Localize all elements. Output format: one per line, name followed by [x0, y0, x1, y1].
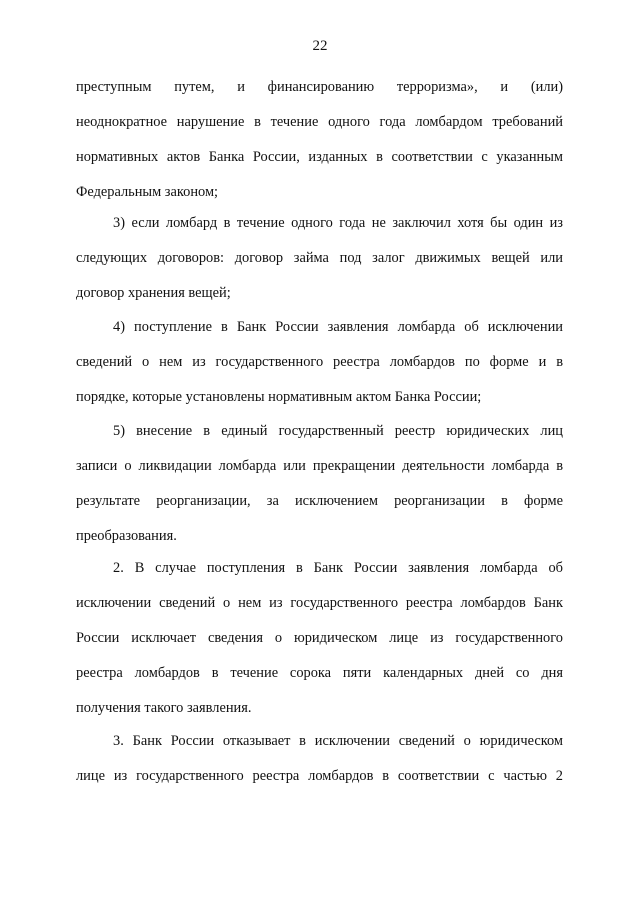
text-line: реестра ломбардов в течение сорока пяти календарных дней со дня [76, 665, 563, 681]
text-line: России исключает сведения о юридическом лице из государственного [76, 630, 563, 646]
text-line: сведений о нем из государственного реестра ломбардов по форме и в [76, 354, 563, 370]
text-line: 2. В случае поступления в Банк России заявления ломбарда об [113, 560, 563, 576]
text-line: Федеральным законом; [76, 184, 219, 200]
text-line: 3. Банк России отказывает в исключении сведений о юридическом [113, 733, 563, 749]
text-line: исключении сведений о нем из государственного реестра ломбардов Банк [76, 595, 563, 611]
text-line: лице из государственного реестра ломбардов в соответствии с частью 2 [76, 768, 563, 784]
page-number: 22 [312, 38, 328, 54]
text-line: следующих договоров: договор займа под залог движимых вещей или [76, 250, 563, 266]
text-line: преобразования. [76, 528, 177, 544]
text-line: записи о ликвидации ломбарда или прекращении деятельности ломбарда в [76, 458, 563, 474]
text-line: получения такого заявления. [76, 700, 252, 716]
text-line: 4) поступление в Банк России заявления ломбарда об исключении [113, 319, 563, 335]
text-line: преступным путем, и финансированию терроризма», и (или) [76, 79, 563, 95]
text-line: договор хранения вещей; [76, 285, 231, 301]
text-line: нормативных актов Банка России, изданных в соответствии с указанным [76, 149, 563, 165]
text-line: порядке, которые установлены нормативным актом Банка России; [76, 389, 482, 405]
text-line: 3) если ломбард в течение одного года не заключил хотя бы один из [113, 215, 563, 231]
text-line: 5) внесение в единый государственный реестр юридических лиц [113, 423, 563, 439]
text-line: результате реорганизации, за исключением реорганизации в форме [76, 493, 563, 509]
text-line: неоднократное нарушение в течение одного года ломбардом требований [76, 114, 563, 130]
